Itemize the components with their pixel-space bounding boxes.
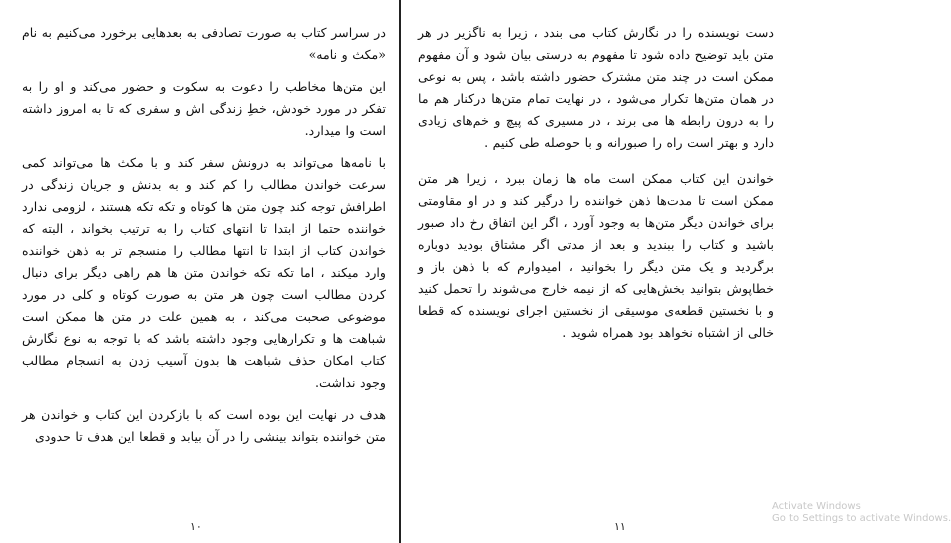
watermark-line-1: Activate Windows	[772, 501, 861, 512]
page-number: ۱۰	[190, 520, 202, 533]
paragraph: دست نویسنده را در نگارش کتاب می بندد ، زیرا به ناگزیر در هر متن باید توضیح داده شود تا مفهوم به درستی بیان شود و آن مفهوم ممکن است در چند متن مشترک حضور داشته باشد ، پس به نوعی در همان متن‌ها تکرار می‌شود ، در نهایت تمام متن‌ها درکنار هم ما را به درون رابطه ها می برند ، در مسیری که پیچ و خم‌های زیادی دارد و بهتر است راه را صبورانه و با حوصله طی کنیم .	[418, 25, 774, 150]
paragraph: هدف در نهایت این بوده است که با بازکردن این کتاب و خواندن هر متن خواننده بتواند بینشی را در آن بیابد و قطعا این هدف تا حدودی	[22, 407, 386, 444]
paragraph: این متن‌ها مخاطب را دعوت به سکوت و حضور می‌کند و او را به تفکر در مورد خودش، خطِ زندگی اش و سفری که تا به امروز داشته است وا میدارد.	[22, 79, 386, 138]
watermark-line-2: Go to Settings to activate Windows.	[772, 513, 951, 524]
page-number: ۱۱	[614, 520, 626, 533]
book-spine-divider	[399, 0, 401, 543]
activation-watermark	[772, 501, 951, 525]
paragraph: با نامه‌ها می‌تواند به درونش سفر کند و با مکث ها می‌تواند کمی سرعت خواندن مطالب را کم کند و به بدنش و جریان زندگی در اطرافش توجه کند چون متن ها کوتاه و تکه تکه هستند ، لزومی ندارد خواننده حتما از ابتدا تا انتهای کتاب را به ترتیب بخواند ، البته که خواندن کتاب از ابتدا تا انتها مطالب را منسجم تر به ذهن خواننده وارد میکند ، اما تکه تکه خواندن متن ها هم راهی دیگر برای دنبال کردن مطالب است چون هر متن به صورت کوتاه و کلی در مورد موضوعی صحبت می‌کند ، به همین علت در متن ها ممکن است شباهت ها و تکرارهایی وجود داشته باشد که با توجه به نوع نگارش کتاب امکان حذف شباهت ها بدون آسیب زدن به انسجام مطالب وجود نداشت.	[22, 155, 386, 390]
paragraph: خواندن این کتاب ممکن است ماه ها زمان ببرد ، زیرا هر متن ممکن است تا مدت‌ها ذهن خواننده را درگیر کند و در او مقاومتی برای خواندن دیگر متن‌ها به وجود آورد ، اگر این اتفاق رخ داد صبور باشید و کتاب را ببندید و بعد از مدتی اگر مشتاق بودید دوباره برگردید و یک متن دیگر را بخوانید ، امیدوارم که با ذهن باز و خطاپوش بتوانید بخش‌هایی که از نیمه خارج می‌شوند را تحمل کنید و با نخستین قطعه‌ی موسیقی از نخستین اجرای نویسنده که قطعا خالی از اشتباه نخواهد بود همراه شوید .	[418, 171, 774, 340]
left-page	[0, 0, 400, 543]
paragraph: در سراسر کتاب به صورت تصادفی به بعدهایی برخورد می‌کنیم به نام «مکث و نامه»	[22, 25, 386, 62]
